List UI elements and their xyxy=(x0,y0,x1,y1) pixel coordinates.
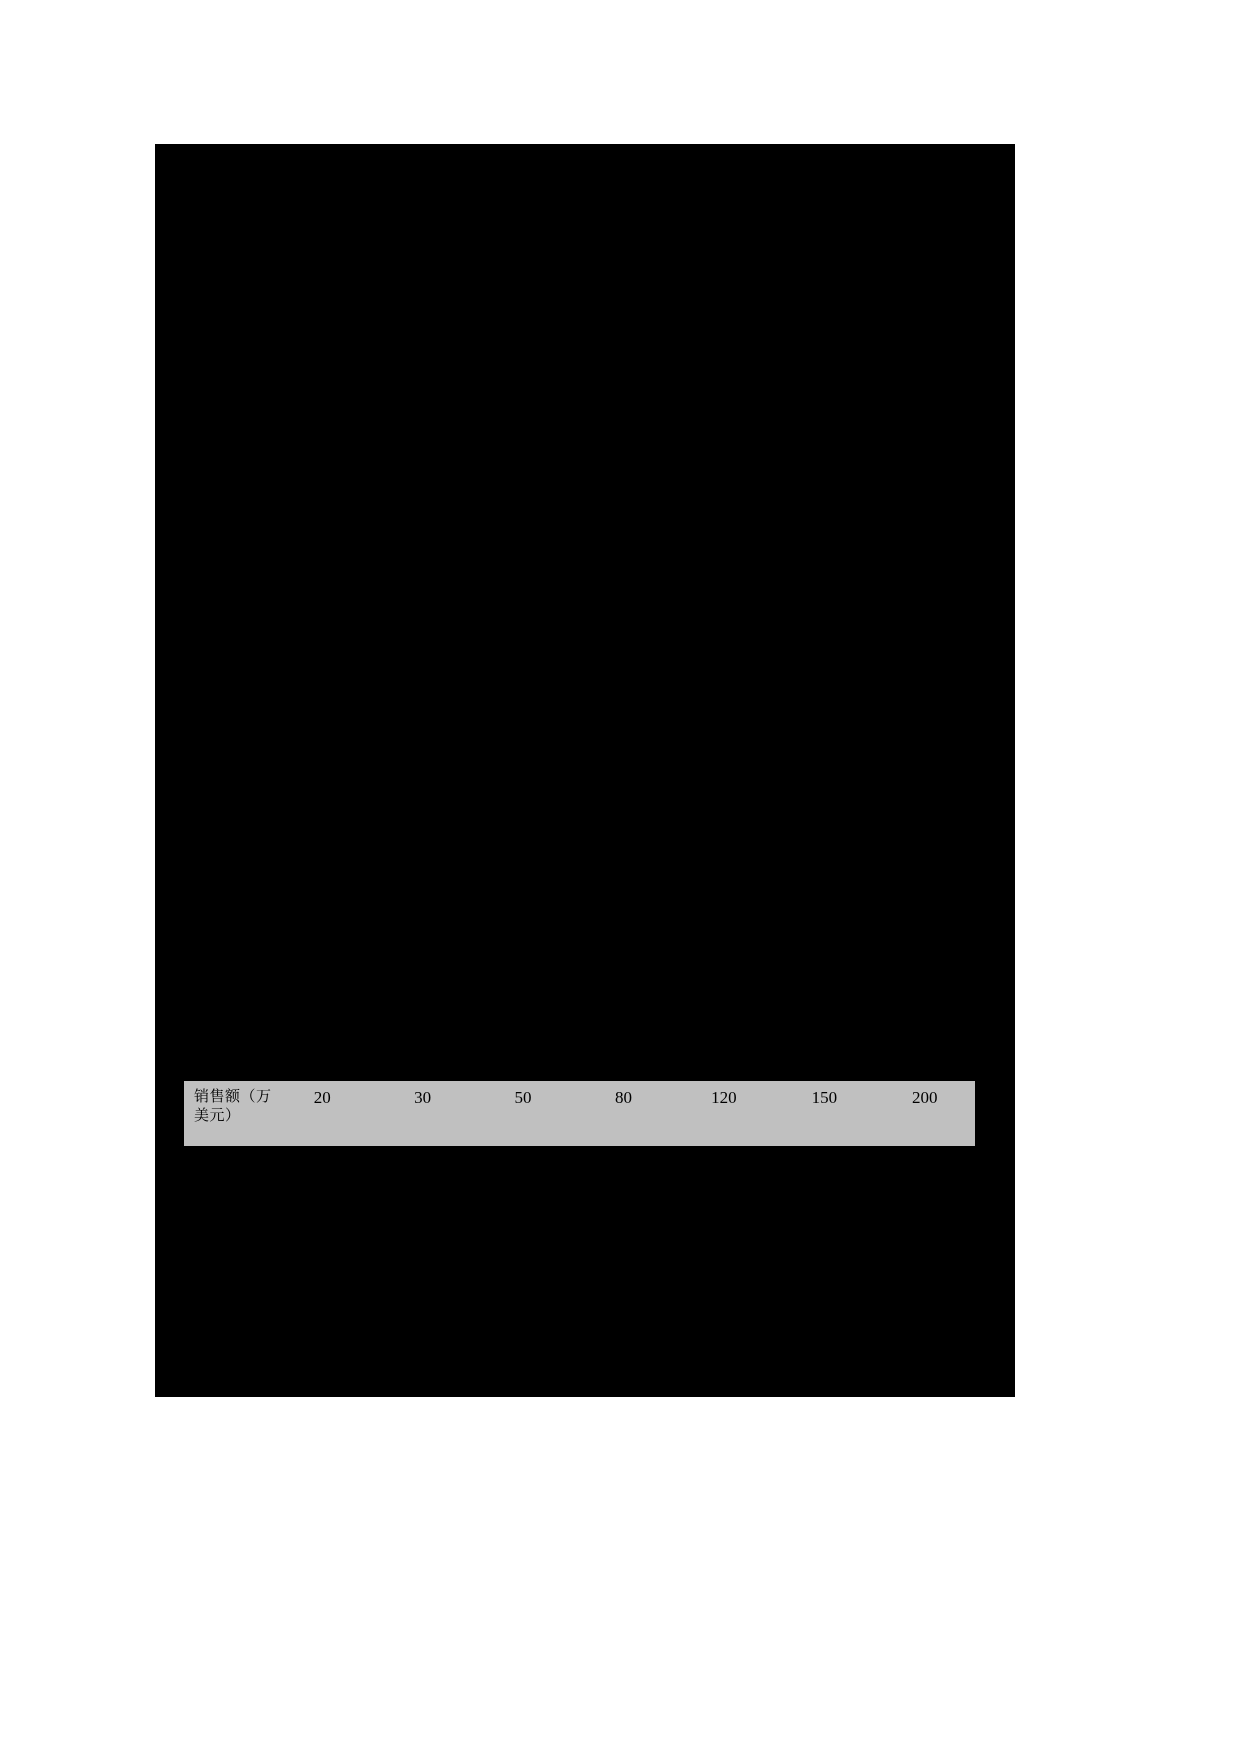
row-header-label: 销售额（万美元） xyxy=(194,1087,272,1124)
table-cell-7: 200 xyxy=(911,1088,938,1107)
sales-data-row xyxy=(184,1081,975,1146)
table-row xyxy=(184,1081,975,1146)
table-cell-5: 120 xyxy=(711,1088,737,1107)
table-cell-2: 30 xyxy=(414,1088,432,1107)
table-cell-3: 50 xyxy=(514,1088,532,1107)
table-cell-1: 20 xyxy=(313,1088,331,1107)
table-cell-4: 80 xyxy=(614,1088,632,1107)
page-content-area xyxy=(155,144,1015,1397)
table-cell-6: 150 xyxy=(811,1088,838,1107)
